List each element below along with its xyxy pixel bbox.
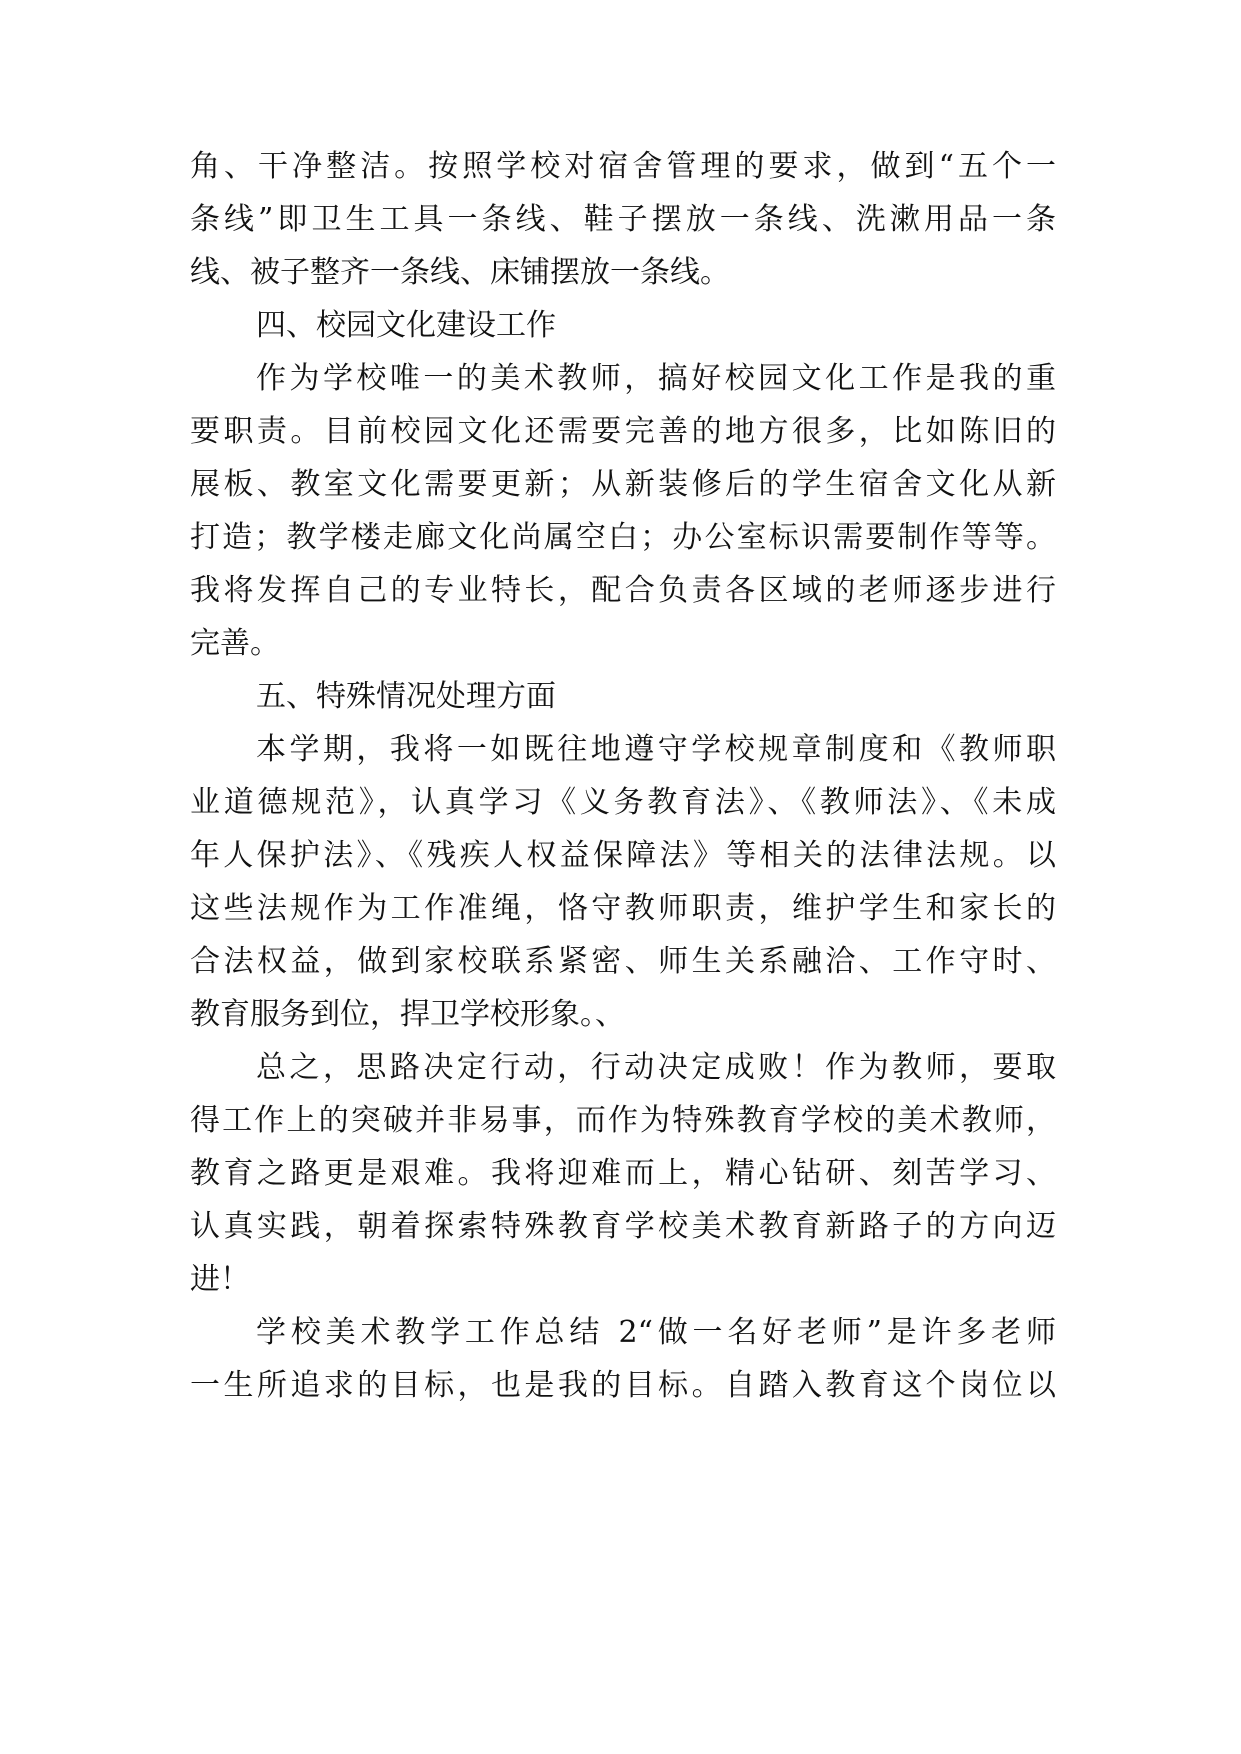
text-line: 教育服务到位，捍卫学校形象。、 bbox=[190, 997, 625, 1032]
text-line: 展板、教室文化需要更新；从新装修后的学生宿舍文化从新 bbox=[190, 467, 1056, 502]
section-heading: 四、校园文化建设工作 bbox=[256, 308, 556, 343]
text-line: 业道德规范》，认真学习《义务教育法》、《教师法》、《未成 bbox=[190, 785, 1056, 820]
text-line: 一生所追求的目标，也是我的目标。自踏入教育这个岗位以 bbox=[190, 1368, 1056, 1403]
text-line: 学校美术教学工作总结 2“做一名好老师”是许多老师 bbox=[256, 1315, 1056, 1350]
text-line: 教育之路更是艰难。我将迎难而上，精心钻研、刻苦学习、 bbox=[190, 1156, 1056, 1191]
text-line: 我将发挥自己的专业特长，配合负责各区域的老师逐步进行 bbox=[190, 573, 1056, 608]
text-line: 线、被子整齐一条线、床铺摆放一条线。 bbox=[190, 255, 730, 290]
text-line: 认真实践，朝着探索特殊教育学校美术教育新路子的方向迈 bbox=[190, 1209, 1056, 1244]
text-line: 完善。 bbox=[190, 626, 280, 661]
text-line: 本学期，我将一如既往地遵守学校规章制度和《教师职 bbox=[256, 732, 1056, 767]
text-line: 作为学校唯一的美术教师，搞好校园文化工作是我的重 bbox=[256, 361, 1056, 396]
text-line: 条线”即卫生工具一条线、鞋子摆放一条线、洗漱用品一条 bbox=[190, 202, 1056, 237]
text-line: 进！ bbox=[190, 1262, 250, 1297]
text-line: 这些法规作为工作准绳，恪守教师职责，维护学生和家长的 bbox=[190, 891, 1056, 926]
section-heading: 五、特殊情况处理方面 bbox=[256, 679, 556, 714]
text-line: 角、干净整洁。按照学校对宿舍管理的要求，做到“五个一 bbox=[190, 149, 1056, 184]
text-line: 要职责。目前校园文化还需要完善的地方很多，比如陈旧的 bbox=[190, 414, 1056, 449]
text-line: 合法权益，做到家校联系紧密、师生关系融洽、工作守时、 bbox=[190, 944, 1056, 979]
text-line: 年人保护法》、《残疾人权益保障法》等相关的法律法规。以 bbox=[190, 838, 1056, 873]
text-line: 总之，思路决定行动，行动决定成败！作为教师，要取 bbox=[256, 1050, 1056, 1085]
text-line: 得工作上的突破并非易事，而作为特殊教育学校的美术教师， bbox=[190, 1103, 1056, 1138]
text-line: 打造；教学楼走廊文化尚属空白；办公室标识需要制作等等。 bbox=[190, 520, 1056, 555]
